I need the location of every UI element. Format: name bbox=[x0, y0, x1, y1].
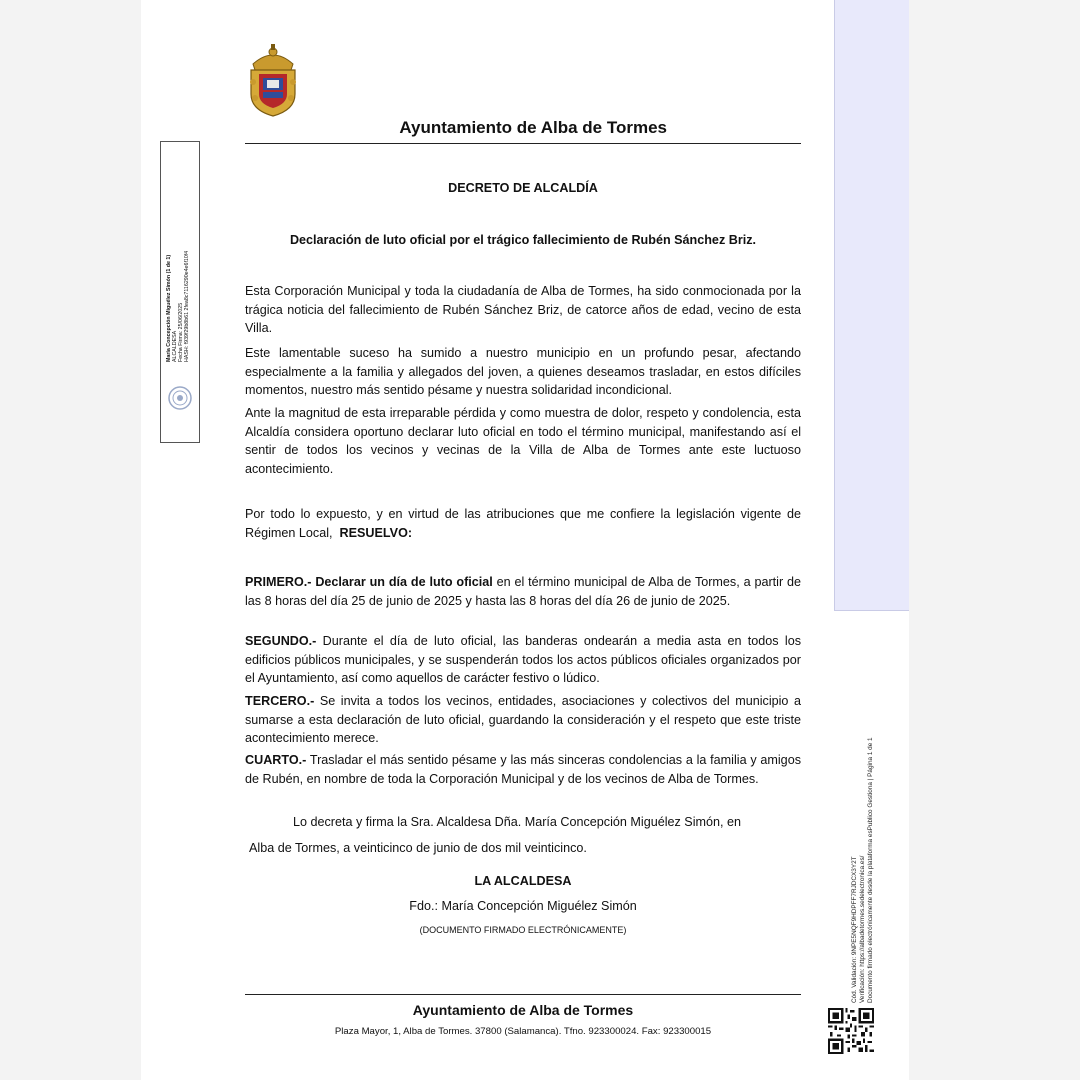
paragraph-2: Este lamentable suceso ha sumido a nuestro municipio en un profundo pesar, afectando especialmente a la familia y allegados del joven, a quienes deseamos trasladar, en estos difíciles momentos, nuestro más sentido pésame y nuestra solidaridad incondicional. bbox=[245, 346, 801, 397]
tercero-text: Se invita a todos los vecinos, entidades, asociaciones y colectivos del municipio a sumarse a esta declaración de luto oficial, guardando la consideración y el respeto que este triste acontecimiento merece. bbox=[245, 694, 801, 745]
resolution-tercero bbox=[245, 692, 801, 748]
signature-stamp-text bbox=[166, 141, 190, 362]
header bbox=[245, 118, 801, 138]
paragraph-4-text: Por todo lo expuesto, y en virtud de las atribuciones que me confiere la legislación vigente de Régimen Local, bbox=[245, 507, 801, 540]
header-divider bbox=[245, 143, 801, 144]
validation-code: Cód. Validación: 9NPE5NQF9HDPFF7RJDCX3Y2T bbox=[851, 856, 858, 1003]
footer-address: Plaza Mayor, 1, Alba de Tormes. 37800 (Salamanca). Tfno. 923300024. Fax: 923300015 bbox=[334, 1026, 712, 1037]
municipal-crest-logo bbox=[245, 42, 301, 118]
qr-code-icon[interactable] bbox=[828, 1008, 874, 1054]
stamp-hash: HASH: f939f29b8b61 2fea8c7116290e4e6f10f4 bbox=[184, 250, 190, 362]
resolution-primero bbox=[245, 573, 801, 610]
cuarto-label: CUARTO.- bbox=[245, 753, 307, 767]
stamp-date: Fecha Firma: 25/06/2025 bbox=[178, 302, 184, 362]
footer-divider bbox=[245, 994, 801, 995]
stamp-role: ALCALDESA bbox=[172, 330, 178, 362]
signature-name: Fdo.: María Concepción Miguélez Simón bbox=[409, 899, 637, 913]
document-subject: Declaración de luto oficial por el trágico fallecimiento de Rubén Sánchez Briz. bbox=[289, 233, 757, 247]
footer-title: Ayuntamiento de Alba de Tormes bbox=[412, 1002, 634, 1018]
document-heading: DECRETO DE ALCALDÍA bbox=[448, 181, 598, 195]
signature-title: LA ALCALDESA bbox=[474, 874, 572, 888]
paragraph-1: Esta Corporación Municipal y toda la ciudadanía de Alba de Tormes, ha sido conmocionada por la trágica noticia del fallecimiento de Rubén Sánchez Briz, de catorce años de edad, vecino de esta Villa. bbox=[245, 284, 801, 335]
primero-bold: Declarar un día de luto oficial bbox=[315, 575, 493, 589]
resolution-cuarto bbox=[245, 751, 801, 788]
resuelvo-label: RESUELVO: bbox=[339, 525, 413, 540]
primero-label: PRIMERO.- bbox=[245, 575, 312, 589]
tercero-label: TERCERO.- bbox=[245, 694, 315, 708]
validation-url[interactable]: Verificación: https://albadetormes.sedelectronica.es/ bbox=[859, 855, 867, 1003]
validation-platform: Documento firmado electrónicamente desde la plataforma esPublico Gestiona | Página 1 de 1 bbox=[867, 737, 875, 1003]
side-panel bbox=[834, 0, 909, 611]
cuarto-text: Trasladar el más sentido pésame y las más sinceras condolencias a la familia y amigos de Rubén, en nombre de toda la Corporación Municipal y de los vecinos de Alba de Tormes. bbox=[245, 753, 801, 786]
validation-text bbox=[851, 663, 876, 1003]
header-title: Ayuntamiento de Alba de Tormes bbox=[399, 118, 667, 137]
primero-text: en el término municipal de Alba de Tormes, a partir de las 8 horas del día 25 de junio de 2025 y hasta las 8 horas del día 26 de junio de 2025. bbox=[245, 575, 802, 608]
segundo-label: SEGUNDO.- bbox=[245, 634, 317, 648]
decreta-line: Lo decreta y firma la Sra. Alcaldesa Dña. María Concepción Miguélez Simón, en bbox=[293, 815, 742, 829]
seal-icon bbox=[167, 385, 193, 411]
signature-stamp bbox=[160, 141, 200, 443]
segundo-text: Durante el día de luto oficial, las banderas ondearán a media asta en todos los edificios públicos municipales, y se suspenderán todos los actos públicos oficiales organizados por el Ayuntamiento, así como aquellos de carácter festivo o lúdico. bbox=[245, 634, 801, 685]
resolution-segundo bbox=[245, 632, 801, 688]
place-date-line: Alba de Tormes, a veinticinco de junio de dos mil veinticinco. bbox=[249, 841, 587, 855]
paragraph-3: Ante la magnitud de esta irreparable pérdida y como muestra de dolor, respeto y condolencia, esta Alcaldía considera oportuno declarar luto oficial en todo el término municipal, manifestando así el sentir de todos los vecinos y vecinas de la Villa de Alba de Tormes ante este luctuoso acontecimiento. bbox=[245, 406, 801, 476]
signature-note: (DOCUMENTO FIRMADO ELECTRÓNICAMENTE) bbox=[419, 925, 627, 935]
paragraph-4 bbox=[245, 505, 801, 542]
stamp-signer: María Concepción Miguélez Simón (1 de 1) bbox=[166, 254, 172, 362]
